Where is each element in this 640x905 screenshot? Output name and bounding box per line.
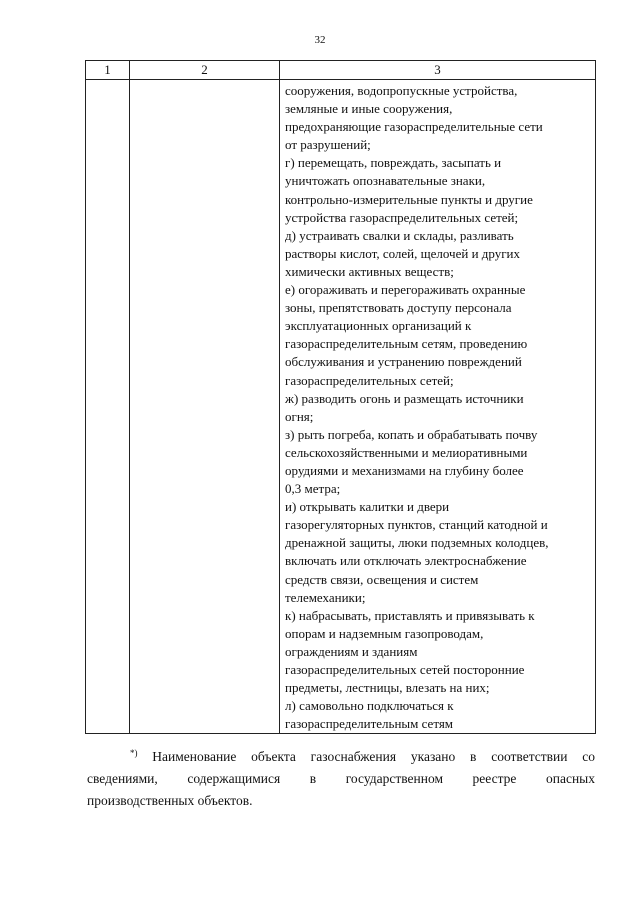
text-line: е) огораживать и перегораживать охранные	[285, 282, 526, 298]
column-header-3: 3	[280, 61, 596, 80]
text-line: орудиями и механизмами на глубину более	[285, 462, 524, 478]
text-line: предохраняющие газораспределительные сети	[285, 119, 543, 135]
text-line: растворы кислот, солей, щелочей и других	[285, 245, 521, 261]
footnote-line: сведениями, содержащимися в государственном реестре опасных	[87, 771, 595, 786]
table-row	[86, 80, 596, 734]
text-line: устройства газораспределительных сетей;	[285, 209, 519, 225]
text-line: включать или отключать электроснабжение	[285, 553, 527, 569]
text-line: газораспределительных сетей;	[285, 372, 454, 388]
footnote-text: Наименование объекта газоснабжения указано в соответствии со	[152, 749, 596, 764]
footnote-line	[108, 742, 595, 768]
footnote-marker: *)	[130, 748, 138, 758]
text-line: телемеханики;	[285, 589, 366, 605]
text-line: д) устраивать свалки и склады, разливать	[285, 227, 514, 243]
table-cell-col3	[280, 80, 596, 734]
text-line: и) открывать калитки и двери	[285, 499, 450, 515]
text-line: л) самовольно подключаться к	[285, 698, 454, 714]
page-number: 32	[314, 34, 326, 46]
table-cell-col1	[86, 80, 130, 734]
text-line: земляные и иные сооружения,	[285, 101, 453, 117]
text-line: эксплуатационных организаций к	[285, 318, 472, 334]
text-line: газораспределительным сетям	[285, 716, 454, 732]
footnote	[87, 742, 596, 812]
text-line: ограждениям и зданиям	[285, 643, 418, 659]
text-line: газораспределительных сетей посторонние	[285, 662, 525, 677]
text-line: газораспределительным сетям, проведению	[285, 336, 528, 352]
text-line: предметы, лестницы, влезать на них;	[285, 680, 490, 696]
text-line: газорегуляторных пунктов, станций катодной и	[285, 517, 548, 533]
text-line: обслуживания и устранению повреждений	[285, 354, 522, 370]
column-header-1: 1	[86, 61, 130, 80]
table-cell-col2	[130, 80, 280, 734]
text-line: средств связи, освещения и систем	[285, 571, 479, 587]
text-line: з) рыть погреба, копать и обрабатывать почву	[285, 426, 538, 442]
footnote-line: производственных объектов.	[87, 793, 253, 808]
text-line: ж) разводить огонь и размещать источники	[285, 390, 524, 406]
requirements-table	[85, 60, 596, 734]
text-line: г) перемещать, повреждать, засыпать и	[285, 155, 502, 171]
text-line: контрольно-измерительные пункты и другие	[285, 191, 533, 207]
text-line: химически активных веществ;	[285, 263, 454, 279]
column-header-2: 2	[130, 61, 280, 80]
text-line: уничтожать опознавательные знаки,	[285, 173, 486, 189]
text-line: огня;	[285, 408, 314, 424]
text-line: сельскохозяйственными и мелиоративными	[285, 444, 528, 460]
text-line: к) набрасывать, приставлять и привязывать к	[285, 607, 535, 623]
text-line: сооружения, водопропускные устройства,	[285, 83, 518, 98]
text-line: 0,3 метра;	[285, 481, 341, 497]
text-line: опорам и надземным газопроводам,	[285, 625, 484, 641]
text-line: дренажной защиты, люки подземных колодцев,	[285, 535, 549, 551]
text-line: зоны, препятствовать доступу персонала	[285, 300, 512, 316]
table-header-row	[86, 61, 596, 80]
text-line: от разрушений;	[285, 137, 371, 153]
